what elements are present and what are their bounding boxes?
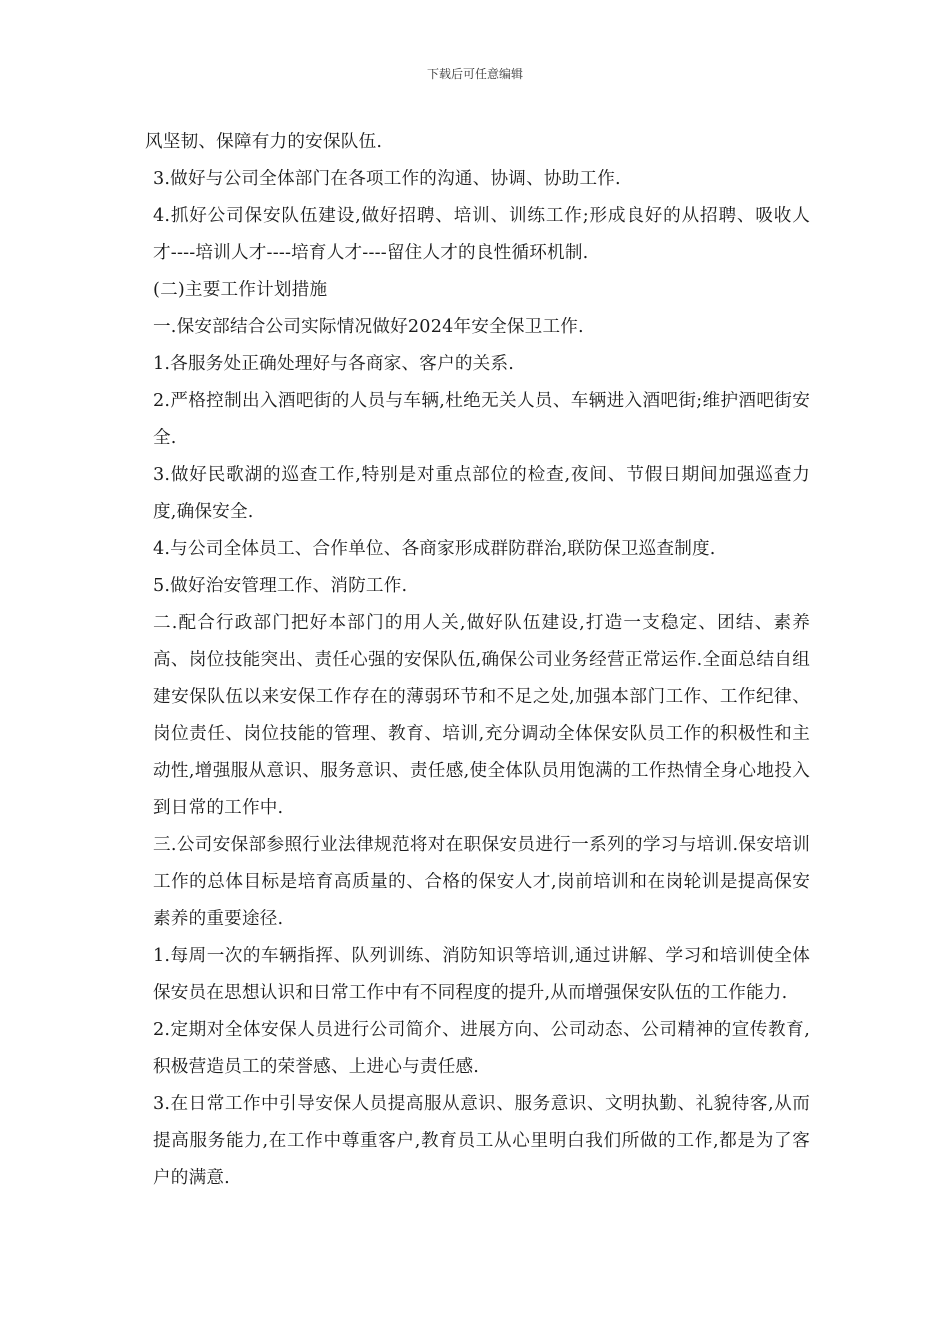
paragraph-training-3: 3.在日常工作中引导安保人员提高服从意识、服务意识、文明执勤、礼貌待客,从而提高服务能力,在工作中尊重客户,教育员工从心里明白我们所做的工作,都是为了客户的满意. xyxy=(153,1094,810,1188)
paragraph-item-2: 2.严格控制出入酒吧街的人员与车辆,杜绝无关人员、车辆进入酒吧街;维护酒吧街安全. xyxy=(153,391,810,448)
document-body xyxy=(145,124,810,1197)
paragraph-item-1: 1.各服务处正确处理好与各商家、客户的关系. xyxy=(153,354,515,374)
paragraph-item-3b: 3.做好民歌湖的巡查工作,特别是对重点部位的检查,夜间、节假日期间加强巡查力度,确保安全. xyxy=(153,465,810,522)
paragraph-item-4: 4.抓好公司保安队伍建设,做好招聘、培训、训练工作;形成良好的从招聘、吸收人才----培训人才----培育人才----留住人才的良性循环机制. xyxy=(153,206,810,263)
paragraph-training-2: 2.定期对全体安保人员进行公司简介、进展方向、公司动态、公司精神的宣传教育,积极营造员工的荣誉感、上进心与责任感. xyxy=(153,1020,810,1077)
paragraph-section-1: 一.保安部结合公司实际情况做好2024年安全保卫工作. xyxy=(153,317,584,337)
paragraph-continuation: 风坚韧、保障有力的安保队伍. xyxy=(145,132,383,152)
paragraph-item-4b: 4.与公司全体员工、合作单位、各商家形成群防群治,联防保卫巡查制度. xyxy=(153,539,716,559)
paragraph-training-1: 1.每周一次的车辆指挥、队列训练、消防知识等培训,通过讲解、学习和培训使全体保安员在思想认识和日常工作中有不同程度的提升,从而增强保安队伍的工作能力. xyxy=(153,946,810,1003)
paragraph-item-3: 3.做好与公司全体部门在各项工作的沟通、协调、协助工作. xyxy=(153,169,621,189)
paragraph-item-5: 5.做好治安管理工作、消防工作. xyxy=(153,576,408,596)
section-heading: (二)主要工作计划措施 xyxy=(153,280,328,300)
page-header: 下载后可任意编辑 xyxy=(426,67,523,81)
paragraph-section-3: 三.公司安保部参照行业法律规范将对在职保安员进行一系列的学习与培训.保安培训工作的总体目标是培育高质量的、合格的保安人才,岗前培训和在岗轮训是提高保安素养的重要途径. xyxy=(153,835,810,929)
paragraph-section-2: 二.配合行政部门把好本部门的用人关,做好队伍建设,打造一支稳定、团结、素养高、岗位技能突出、责任心强的安保队伍,确保公司业务经营正常运作.全面总结自组建安保队伍以来安保工作存在的薄弱环节和不足之处,加强本部门工作、工作纪律、岗位责任、岗位技能的管理、教育、培训,充分调动全体保安队员工作的积极性和主动性,增强服从意识、服务意识、责任感,使全体队员用饱满的工作热情全身心地投入到日常的工作中. xyxy=(153,613,810,818)
